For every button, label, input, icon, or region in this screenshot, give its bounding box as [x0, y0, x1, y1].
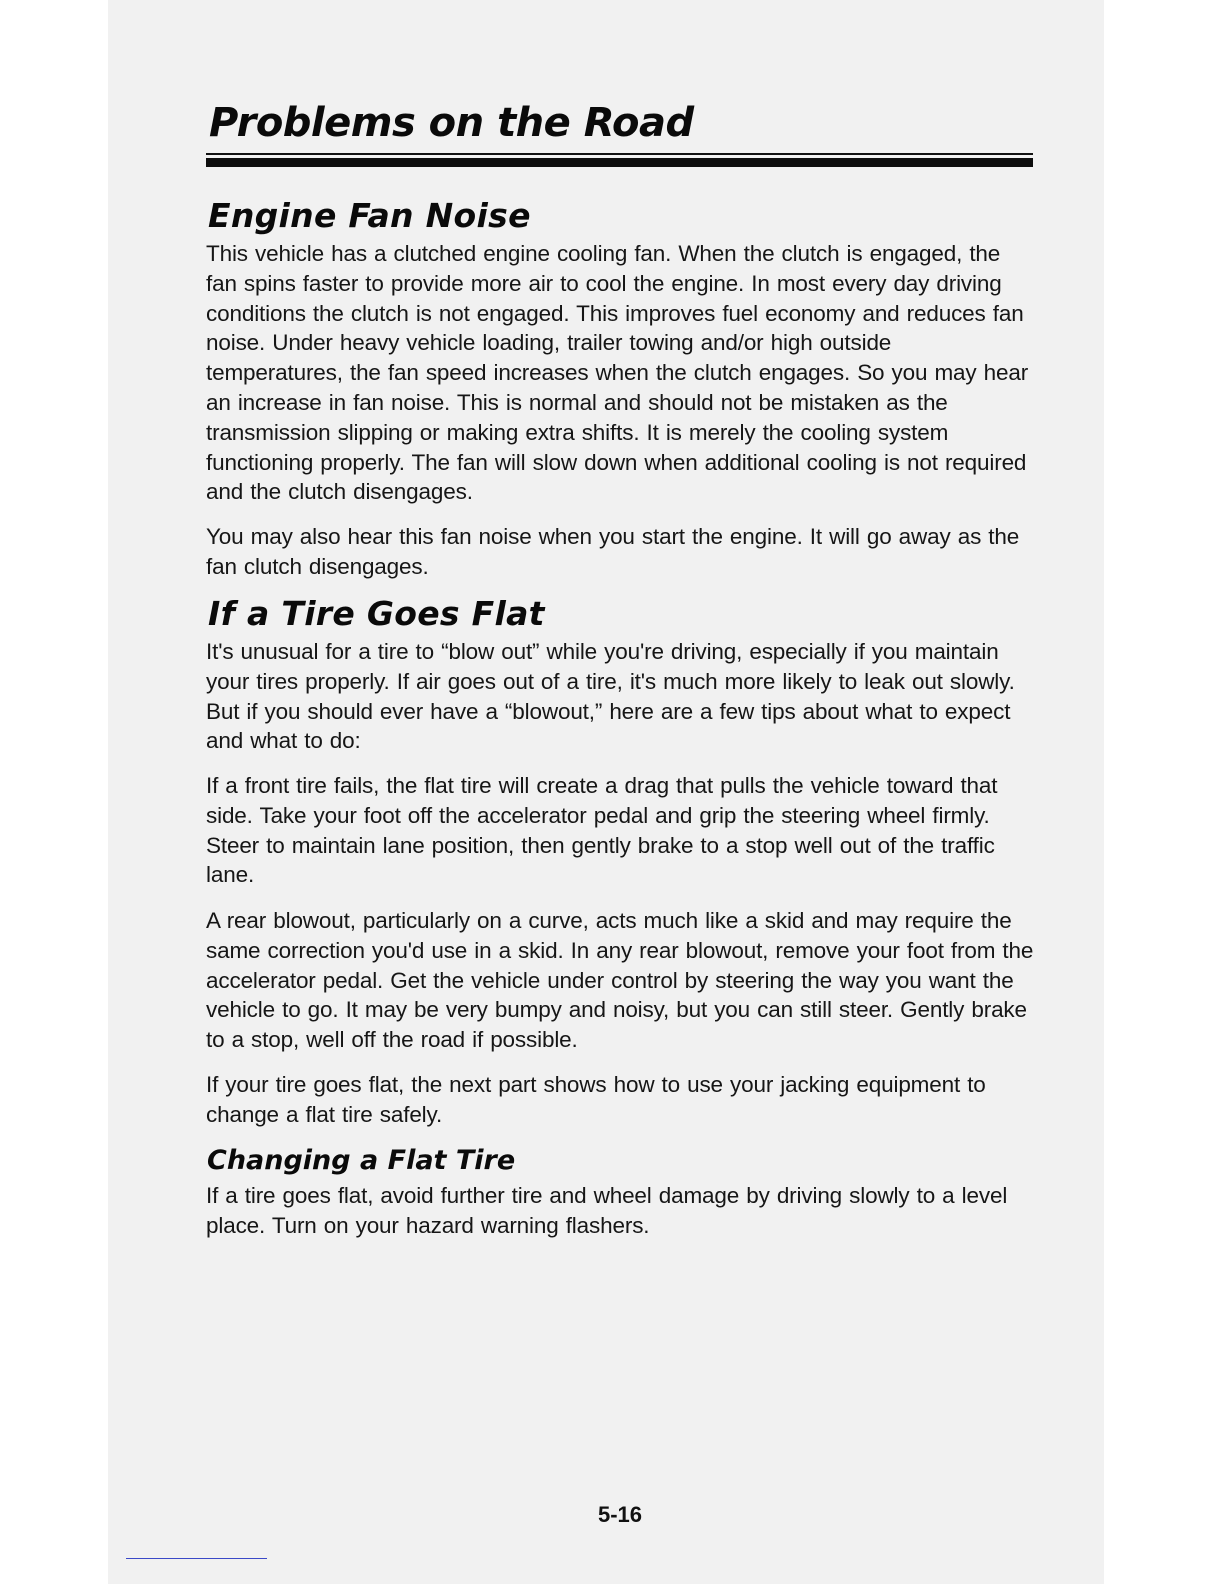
- page-title: Problems on the Road: [209, 100, 694, 146]
- paragraph-fan-noise-startup: You may also hear this fan noise when you start the engine. It will go away as the fan clutch disengages.: [206, 524, 1020, 579]
- subsection-heading-changing-flat: Changing a Flat Tire: [207, 1145, 516, 1176]
- page-number: 5-16: [597, 1502, 643, 1527]
- paragraph-front-tire: If a front tire fails, the flat tire will create a drag that pulls the vehicle toward that side. Take your foot off the accelerator pedal and grip the steering wheel firmly. Steer to maintain lane position, then gently brake to a stop well out of the traffic lane.: [206, 773, 998, 888]
- section-heading-engine-fan-noise: Engine Fan Noise: [208, 196, 531, 235]
- title-rule-thin: [206, 153, 1033, 155]
- paragraph-blowout-intro: It's unusual for a tire to “blow out” while you're driving, especially if you maintain your tires properly. If air goes out of a tire, it's much more likely to leak out slowly. But if you should ever have a “blowout,” here are a few tips about what to expect and what to do:: [206, 639, 1015, 754]
- paragraph-next-part: If your tire goes flat, the next part shows how to use your jacking equipment to change a flat tire safely.: [206, 1072, 986, 1127]
- paragraph-fan-clutch: This vehicle has a clutched engine cooling fan. When the clutch is engaged, the fan spins faster to provide more air to cool the engine. In most every day driving conditions the clutch is not engaged. This improves fuel economy and reduces fan noise. Under heavy vehicle loading, trailer towing and/or high outside temperatures, the fan speed increases when the clutch engages. So you may hear an increase in fan noise. This is normal and should not be mistaken as the transmission slipping or making extra shifts. It is merely the cooling system functioning properly. The fan will slow down when additional cooling is not required and the clutch disengages.: [206, 241, 1029, 505]
- paragraph-rear-blowout: A rear blowout, particularly on a curve, acts much like a skid and may require the same correction you'd use in a skid. In any rear blowout, remove your foot from the accelerator pedal. Get the vehicle under control by steering the way you want the vehicle to go. It may be very bumpy and noisy, but you can still steer. Gently brake to a stop, well off the road if possible.: [206, 908, 1034, 1053]
- title-rule-thick: [206, 158, 1033, 167]
- paragraph-changing-flat: If a tire goes flat, avoid further tire and wheel damage by driving slowly to a level place. Turn on your hazard warning flashers.: [206, 1183, 1008, 1238]
- section-heading-tire-flat: If a Tire Goes Flat: [208, 594, 545, 633]
- footnote-rule: [126, 1558, 267, 1559]
